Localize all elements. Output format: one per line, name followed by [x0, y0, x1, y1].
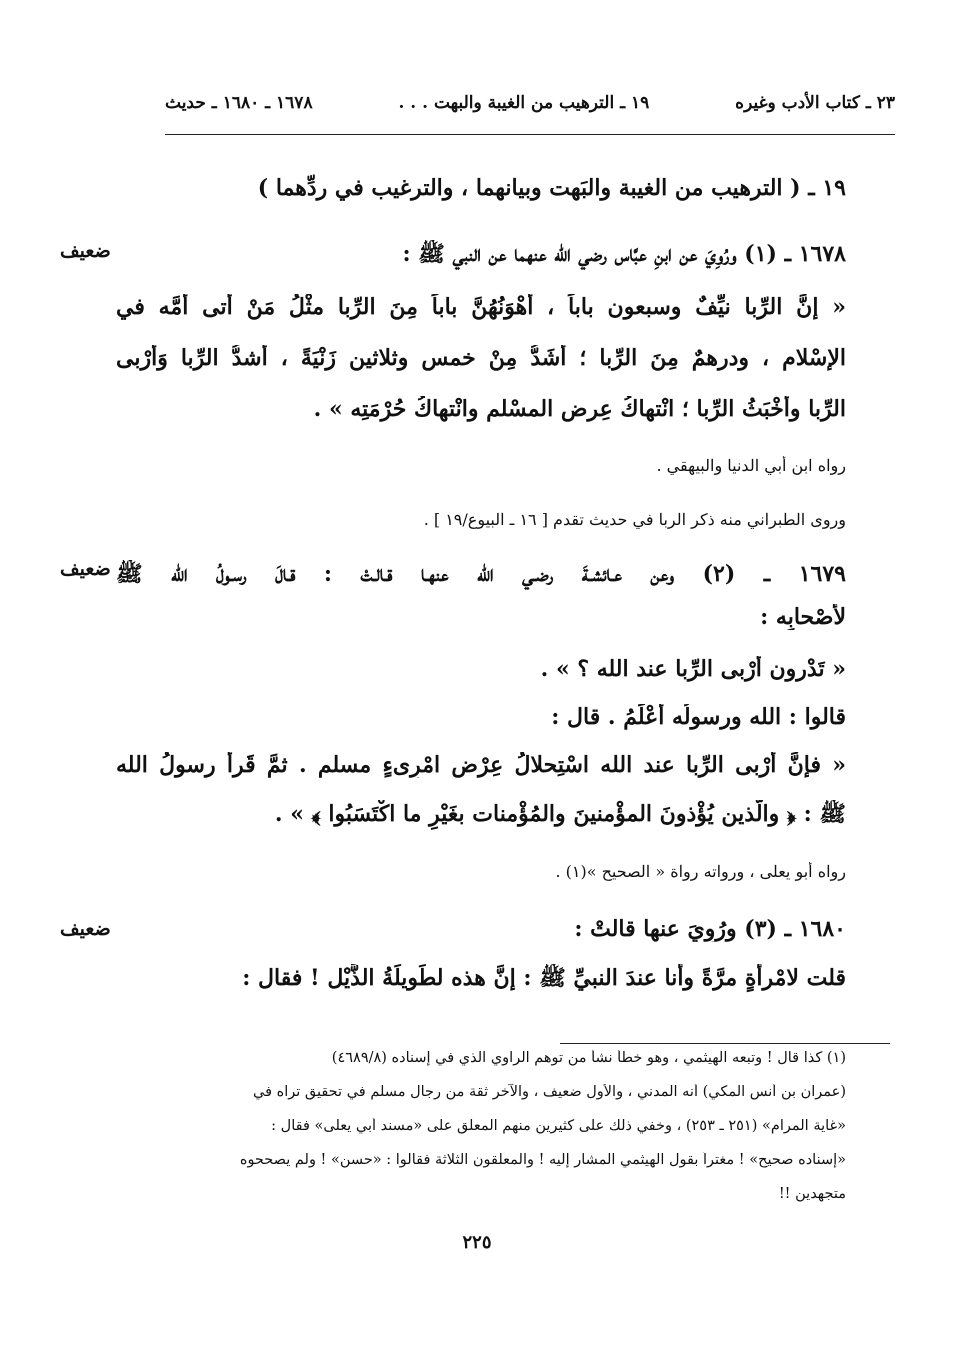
- footnote-line-2: (عمران بن أنس المكي) أنه المدني ، والأول ضعيف ، والآخر ثقة من رجال مسلم في تحقيق تراه في: [252, 1084, 846, 1100]
- grade-label-1679: ضعيف: [60, 558, 111, 580]
- chapter-title: ١٩ ـ ( الترهيب من الغيبة والبَهت وبيانهما ، والترغيب في ردِّهما ): [257, 175, 846, 201]
- hadith-1678-source-2: وروى الطبراني منه ذكر الربا في حديث تقدم [ ١٦ ـ البيوع/١٩ ] .: [423, 510, 846, 529]
- hadith-1678-intro: ١٦٧٨ ـ (١) ورُوِيَ عن ابنِ عبَّاس رضي الله عنهما عن النبي ﷺ :: [402, 241, 846, 267]
- hadith-1679-text-line-2: ﷺ : ﴿ والَّذين يُؤْذونَ المؤْمنينَ والمُؤْمنات بغَيْرِ ما اكْتَسَبُوا ﴾ » .: [274, 801, 846, 827]
- hadith-1680-text: قلت لامْرأَةٍ مرَّةً وأنا عندَ النبيِّ ﷺ : إنَّ هذه لطَويلَةُ الذَّيْل ! فقال :: [242, 965, 846, 991]
- footnote-line-4: «إسناده صحيح» ! مغتراً بقول الهيثمي المشار إليه ! والمعلقون الثلاثة فقالوا : «حسن» ! ولم يصححوه: [239, 1152, 846, 1168]
- header-chapter-title: ١٩ ـ الترهيب من الغيبة والبهت . . .: [398, 93, 650, 113]
- hadith-1679-intro-cont: لأصْحابِه :: [760, 604, 846, 630]
- hadith-1678-text-line-1: « إنَّ الرِّبا نيِّفٌ وسبعون باباً ، أهْوَنُهُنَّ باباً مِنَ الرِّبا مثْلُ مَنْ أتى أُمَّه في: [116, 294, 846, 320]
- grade-label-1680: ضعيف: [60, 918, 111, 940]
- grade-label-1678: ضعيف: [60, 240, 111, 262]
- hadith-1679-text-line-1: « فإنَّ أرْبى الرِّبا عند الله اسْتِحلالُ عِرْضِ امْرِىءٍ مسلم . ثمَّ قَرأ رسولُ الله: [116, 752, 846, 778]
- hadith-1679-answer: قالوا : الله ورسولُه أعْلَمُ . قال :: [551, 704, 846, 730]
- hadith-1679-intro: ١٦٧٩ ـ (٢) وعن عـائشـةَ رضـي الله عنهـا قـالـتْ : قـالَ رسـولُ الله ﷺ: [116, 561, 846, 587]
- footnote-divider: [560, 1043, 890, 1044]
- footnote-line-3: «غاية المرام» (٢٥١ ـ ٢٥٣) ، وخفي ذلك على كثيرين منهم المعلق على «مسند أبي يعلى» فقال :: [271, 1118, 846, 1134]
- footnote-line-1: (١) كذا قال ! وتبعه الهيثمي ، وهو خطأ نشأ من توهم الراوي الذي في إسناده (٤٦٨٩/٨): [331, 1050, 846, 1066]
- hadith-1680-intro: ١٦٨٠ ـ (٣) ورُوِيَ عنها قالتْ :: [574, 916, 846, 942]
- footnote-line-5: متجهدين !!: [778, 1186, 846, 1202]
- hadith-1679-question: « تَدْرون أرْبى الرِّبا عند الله ؟ » .: [540, 656, 846, 682]
- hadith-1678-text-line-3: الرِّبا وأخْبَثُ الرِّبا ؛ انْتهاكُ عِرضِ المسْلمِ وانْتهاكُ حُرْمَتِه » .: [313, 396, 846, 422]
- hadith-1678-text-line-2: الإسْلامِ ، ودرهمٌ مِنَ الرِّبا ؛ أشَدُّ مِنْ خمسٍ وثلاثين زَنْيَةً ، أشدُّ الرِّبا وَأَرْبى: [116, 345, 846, 371]
- header-divider: [165, 134, 895, 135]
- page-number: ٢٢٥: [462, 1232, 492, 1253]
- running-header: [165, 86, 895, 120]
- hadith-1679-source: رواه أبو يعلى ، ورواته رواة « الصحيح »(١) .: [555, 862, 846, 881]
- header-hadith-range: ١٦٧٨ ـ ١٦٨٠ ـ حديث: [165, 93, 313, 113]
- hadith-1678-source-1: رواه ابن أبي الدنيا والبيهقي .: [656, 456, 846, 475]
- header-book-title: ٢٣ ـ كتاب الأدب وغيره: [735, 93, 895, 113]
